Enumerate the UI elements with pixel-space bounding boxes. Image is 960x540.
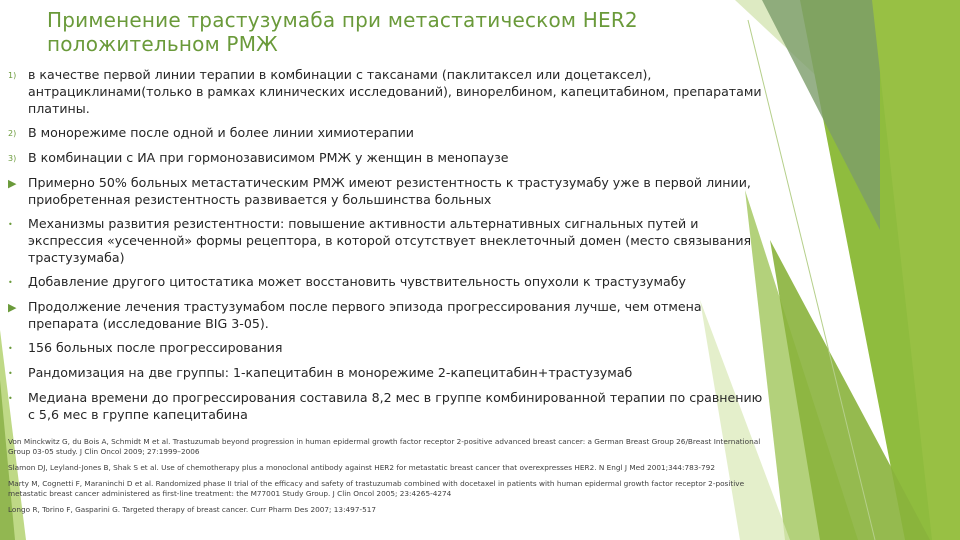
bullet-list (8, 66, 768, 430)
arrow-bullet-icon: ▶ (8, 301, 17, 314)
slide-title: Применение трастузумаба при метастатическом HER2 положительном РМЖ (47, 8, 638, 56)
references (8, 437, 768, 521)
item-text: Рандомизация на две группы: 1-капецитабин в монорежиме 2-капецитабин+трастузумаб (28, 365, 633, 380)
item-text: Примерно 50% больных метастатическим РМЖ имеют резистентность к трастузумабу уже в первой линии, приобретенная резистентность развивается у большинства больных (28, 175, 751, 207)
item-text: В монорежиме после одной и более линии химиотерапии (28, 125, 414, 140)
bullet-icon: • (8, 278, 13, 287)
bullet-icon: • (8, 369, 13, 378)
item-text: Медиана времени до прогрессирования составила 8,2 мес в группе комбинированной терапии по сравнению с 5,6 мес в группе капецитабина (28, 390, 763, 422)
reference-item: Von Minckwitz G, du Bois A, Schmidt M et al. Trastuzumab beyond progression in human epidermal growth factor receptor 2-positive advanced breast cancer: a German Breast Group 26/Breast International Group 03-05 study. J Clin Oncol 2009; 27:1999–2006 (8, 437, 761, 456)
list-item (8, 364, 768, 382)
arrow-bullet-icon: ▶ (8, 177, 17, 190)
list-item (8, 298, 768, 332)
bullet-icon: • (8, 220, 13, 229)
list-item (8, 66, 768, 117)
item-text: Добавление другого цитостатика может восстановить чувствительность опухоли к трастузумабу (28, 274, 686, 289)
number-marker: 2) (8, 129, 17, 138)
bullet-icon: • (8, 344, 13, 353)
item-text: 156 больных после прогрессирования (28, 340, 283, 355)
item-text: Механизмы развития резистентности: повышение активности альтернативных сигнальных путей и экспрессия «усеченной» формы рецептора, в которой отсутствует внеклеточный домен (место связывания трастузумаба) (28, 216, 752, 265)
reference-item: Marty M, Cognetti F, Maraninchi D et al. Randomized phase II trial of the efficacy and safety of trastuzumab combined with docetaxel in patients with human epidermal growth factor receptor 2-positive metastatic breast cancer administered as first-line treatment: the M77001 Study Group. J Clin Oncol 2005; 23:4265-4274 (8, 479, 745, 498)
list-item (8, 389, 768, 423)
list-item (8, 339, 768, 357)
list-item (8, 215, 768, 266)
list-item (8, 174, 768, 208)
list-item (8, 149, 768, 167)
number-marker: 3) (8, 154, 17, 163)
item-text: в качестве первой линии терапии в комбинации с таксанами (паклитаксел или доцетаксел), антрациклинами(только в рамках клинических исследований), винорелбином, капецитабином, препаратами платины. (28, 67, 762, 116)
number-marker: 1) (8, 71, 17, 80)
reference-item: Slamon DJ, Leyland-Jones B, Shak S et al. Use of chemotherapy plus a monoclonal antibody against HER2 for metastatic breast cancer that overexpresses HER2. N Engl J Med 2001;344:783-792 (8, 463, 715, 472)
reference-item: Longo R, Torino F, Gasparini G. Targeted therapy of breast cancer. Curr Pharm Des 2007; 13:497-517 (8, 505, 377, 514)
item-text: Продолжение лечения трастузумабом после первого эпизода прогрессирования лучше, чем отмена препарата (исследование BIG 3-05). (28, 299, 702, 331)
list-item (8, 124, 768, 142)
item-text: В комбинации с ИА при гормонозависимом РМЖ у женщин в менопаузе (28, 150, 509, 165)
bullet-icon: • (8, 394, 13, 403)
list-item (8, 273, 768, 291)
